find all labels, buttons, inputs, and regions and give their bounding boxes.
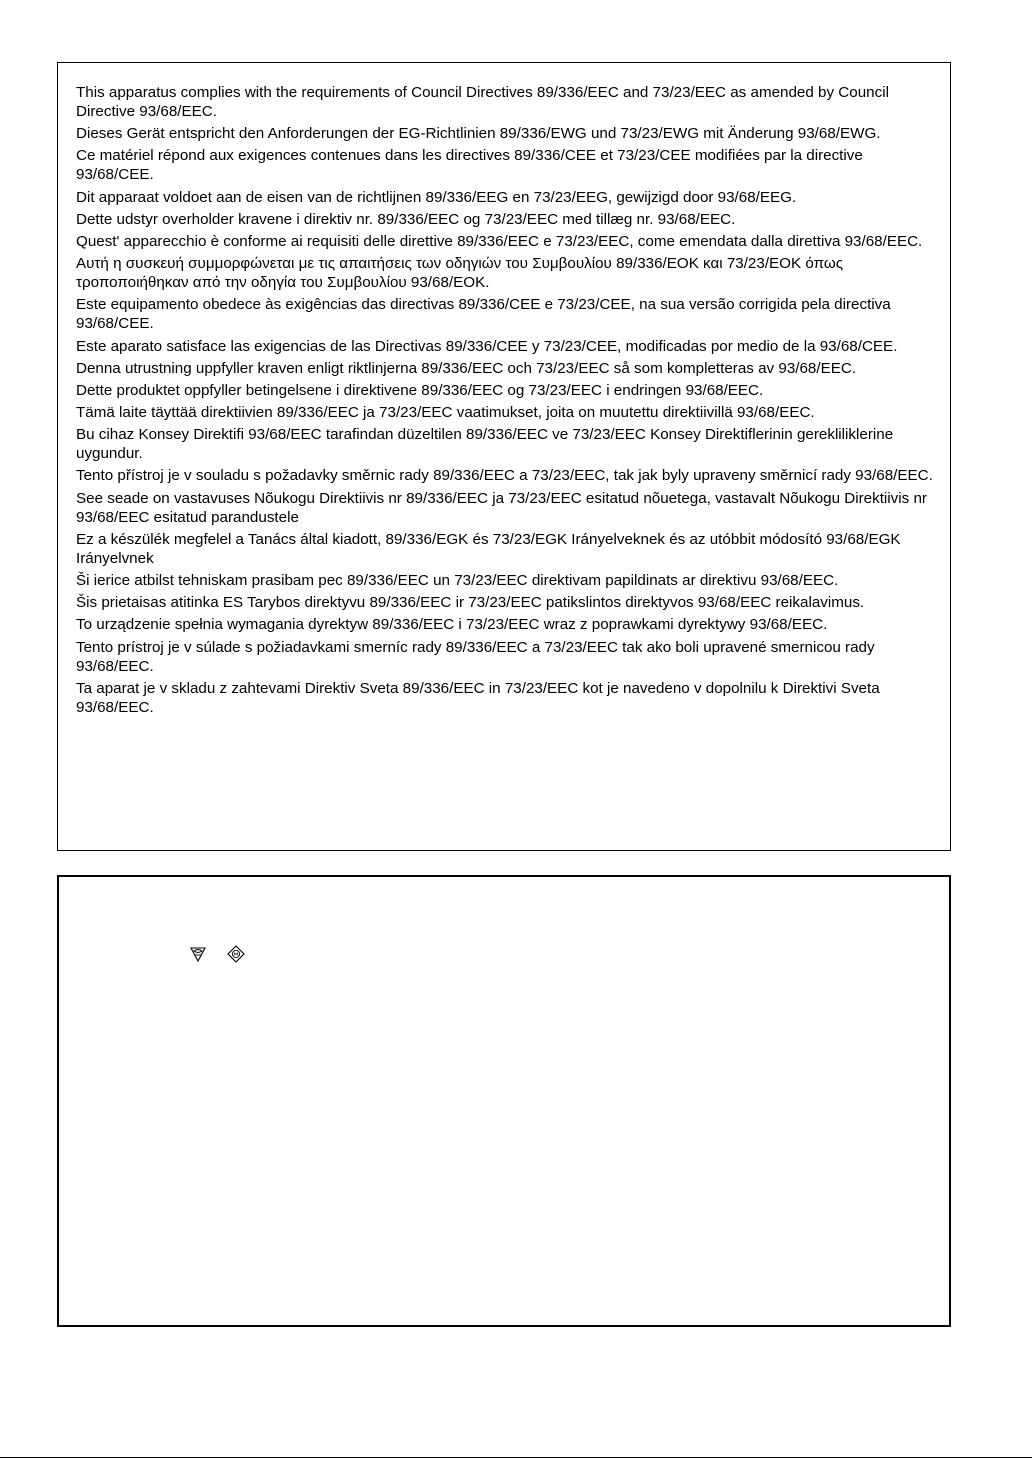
compliance-paragraph-el: Αυτή η συσκευή συμμορφώνεται με τις απαιτήσεις των οδηγιών του Συμβουλίου 89/336/ΕΟΚ και 73/23/ΕΟΚ όπως τροποποιήθηκαν από την οδηγία του Συμβουλίου 93/68/ΕΟΚ. bbox=[76, 255, 844, 292]
compliance-paragraph-es: Este aparato satisface las exigencias de las Directivas 89/336/CEE y 73/23/CEE, modificadas por medio de la 93/68/CEE. bbox=[76, 337, 898, 355]
compliance-paragraph-et: See seade on vastavuses Nõukogu Direktiivis nr 89/336/EEC ja 73/23/EEC esitatud nõuetega, vastavalt Nõukogu Direktiivis nr 93/68/EEC esitatud parandustele bbox=[76, 489, 927, 526]
compliance-paragraph-sl: Ta aparat je v skladu z zahtevami Direktiv Sveta 89/336/EEC in 73/23/EEC kot je navedeno v dopolnilu k Direktivi Sveta 93/68/EEC. bbox=[76, 679, 880, 716]
approval-marks-box bbox=[57, 875, 951, 1327]
bsi-mark-icon bbox=[227, 945, 245, 963]
compliance-paragraph-de: Dieses Gerät entspricht den Anforderungen der EG-Richtlinien 89/336/EWG und 73/23/EWG mit Änderung 93/68/EWG. bbox=[76, 125, 881, 143]
compliance-statement-box bbox=[57, 62, 951, 851]
compliance-paragraph-no: Dette produktet oppfyller betingelsene i direktivene 89/336/EEC og 73/23/EEC i endringen 93/68/EEC. bbox=[76, 381, 764, 399]
compliance-paragraph-pt: Este equipamento obedece às exigências das directivas 89/336/CEE e 73/23/CEE, na sua versão corrigida pela directiva 93/68/CEE. bbox=[76, 296, 891, 333]
compliance-paragraph-fi: Tämä laite täyttää direktiivien 89/336/EEC ja 73/23/EEC vaatimukset, joita on muutettu direktiivillä 93/68/EEC. bbox=[76, 404, 815, 422]
compliance-paragraph-cs: Tento přístroj je v souladu s požadavky směrnic rady 89/336/EEC a 73/23/EEC, tak jak byly upraveny směrnicí rady 93/68/EEC. bbox=[76, 467, 933, 485]
compliance-paragraph-fr: Ce matériel répond aux exigences contenues dans les directives 89/336/CEE et 73/23/CEE modifiées par la directive 93/68/CEE. bbox=[76, 147, 863, 184]
compliance-paragraph-sv: Denna utrustning uppfyller kraven enligt riktlinjerna 89/336/EEC och 73/23/EEC så som kompletteras av 93/68/EEC. bbox=[76, 359, 857, 377]
compliance-paragraph-hu: Ez a készülék megfelel a Tanács által kiadott, 89/336/EGK és 73/23/EGK Irányelveknek és az utóbbit módosító 93/68/EGK Irányelvnek bbox=[76, 530, 901, 567]
compliance-paragraph-tr: Bu cihaz Konsey Direktifi 93/68/EEC tarafindan düzeltilen 89/336/EEC ve 73/23/EEC Konsey Direktiflerinin gereklilikler​ine uygundur. bbox=[76, 426, 894, 463]
compliance-paragraph-en: This apparatus complies with the requirements of Council Directives 89/336/EEC and 73/23/EEC as amended by Council Directive 93/68/EEC. bbox=[76, 84, 889, 120]
compliance-paragraph-it: Quest' apparecchio è conforme ai requisiti delle direttive 89/336/EEC e 73/23/EEC, come emendata dalla direttiva 93/68/EEC. bbox=[76, 232, 923, 250]
approval-mark-icon bbox=[189, 945, 207, 963]
compliance-paragraph-pl: To urządzenie spełnia wymagania dyrektyw 89/336/EEC i 73/23/EEC wraz z poprawkami dyrektywy 93/68/EEC. bbox=[76, 616, 828, 634]
compliance-paragraph-nl: Dit apparaat voldoet aan de eisen van de richtlijnen 89/336/EEG en 73/23/EEG, gewijzigd door 93/68/EEG. bbox=[76, 188, 797, 206]
compliance-paragraph-sk: Tento prístroj je v súlade s požiadavkami smerníc rady 89/336/EEC a 73/23/EEC tak ako boli upravené smernicou rady 93/68/EEC. bbox=[76, 638, 875, 675]
compliance-paragraph-lt: Šis prietaisas atitinka ES Tarybos direktyvu 89/336/EEC ir 73/23/EEC patikslintos direktyvos 93/68/EEC reikalavimus. bbox=[76, 594, 865, 612]
compliance-paragraph-da: Dette udstyr overholder kravene i direktiv nr. 89/336/EEC og 73/23/EEC med tillæg nr. 93/68/EEC. bbox=[76, 210, 736, 228]
compliance-paragraph-lv: Ši ierice atbilst tehniskam prasibam pec 89/336/EEC un 73/23/EEC direktivam papildinats ar direktivu 93/68/EEC. bbox=[76, 572, 839, 589]
